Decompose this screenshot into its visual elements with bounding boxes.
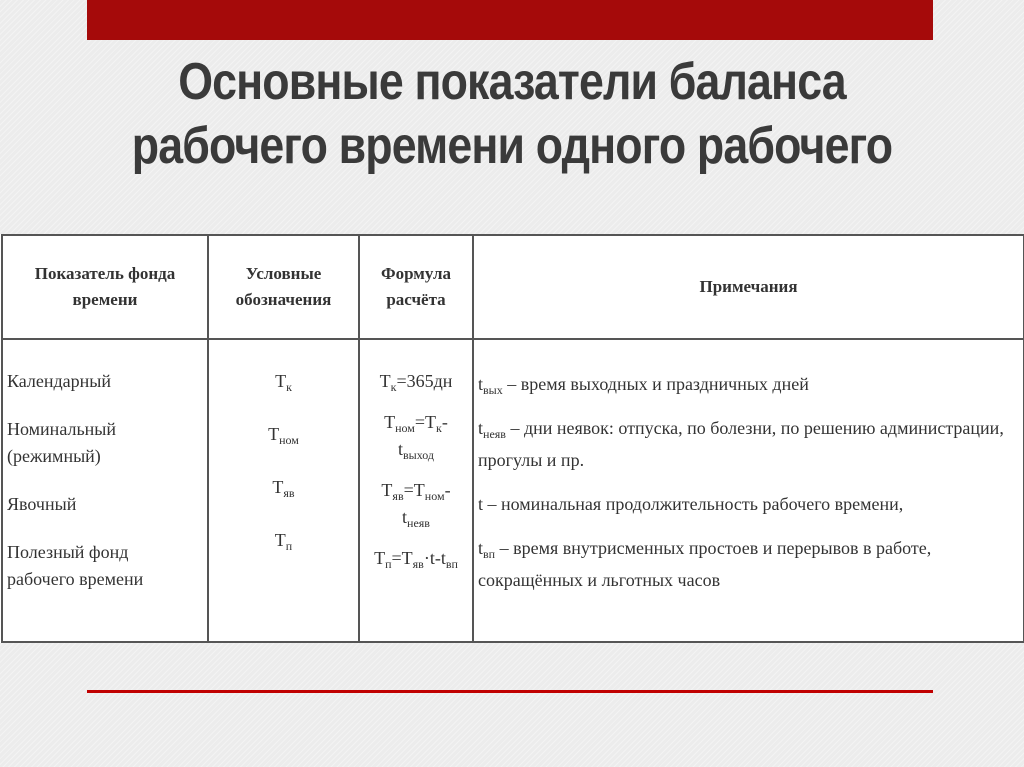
indicator-useful-line1: Полезный фонд — [7, 542, 129, 562]
page-title — [106, 50, 918, 178]
indicator-nominal-line2: (режимный) — [7, 446, 101, 466]
symbol-useful: $Т_п$ — [274, 530, 293, 553]
note-absence: $t_{неяв}$ – дни неявок: отпуска, по болезни, по решению администрации, прогулы и пр. — [478, 418, 1004, 470]
symbols-cell — [208, 339, 359, 642]
symbol-calendar: $Т_к$ — [275, 371, 292, 394]
header-notes: Примечания — [473, 235, 1024, 339]
title-line-1: Основные показатели баланса — [178, 53, 846, 111]
symbol-attendance: $Т_{яв}$ — [272, 477, 295, 500]
symbol-nominal: $Т_{ном}$ — [268, 424, 299, 447]
indicators-cell — [2, 339, 208, 642]
formula-useful: $Т_п=Т_{яв}\cdot t-t_{вп}$ — [374, 548, 458, 571]
formula-attendance: $Т_{яв}=Т_{ном}-$ $t_{неяв}$ — [381, 480, 451, 530]
header-indicator: Показатель фонда времени — [2, 235, 208, 339]
note-weekend: $t_{вых}$ – время выходных и праздничных дней — [478, 374, 809, 397]
title-line-2: рабочего времени одного рабочего — [131, 117, 893, 175]
bottom-accent-line — [87, 690, 933, 693]
formula-nominal: $Т_{ном}=Т_к-$ $t_{выход}$ — [384, 412, 448, 462]
indicator-attendance: Явочный — [7, 494, 77, 514]
top-accent-bar — [87, 0, 933, 40]
indicator-nominal-line1: Номинальный — [7, 419, 117, 439]
indicator-useful-line2: рабочего времени — [7, 569, 144, 589]
indicator-nominal — [7, 416, 207, 470]
formula-calendar: $Т_к=365дн$ — [379, 371, 453, 394]
header-formula: Формула расчёта — [359, 235, 473, 339]
indicator-calendar: Календарный — [7, 371, 112, 391]
note-downtime: $t_{вп}$ – время внутрисменных простоев и перерывов в работе, сокращённых и льготных часов — [478, 538, 932, 590]
note-nominal-duration: t – номинальная продолжительность рабочего времени, — [478, 494, 904, 514]
formulas-cell — [359, 339, 473, 642]
notes-cell — [473, 339, 1024, 642]
table-body-row — [2, 339, 1024, 642]
work-time-balance-table — [0, 234, 1024, 643]
header-symbols: Условные обозначения — [208, 235, 359, 339]
table-header-row — [2, 235, 1024, 339]
indicator-useful — [7, 539, 207, 593]
